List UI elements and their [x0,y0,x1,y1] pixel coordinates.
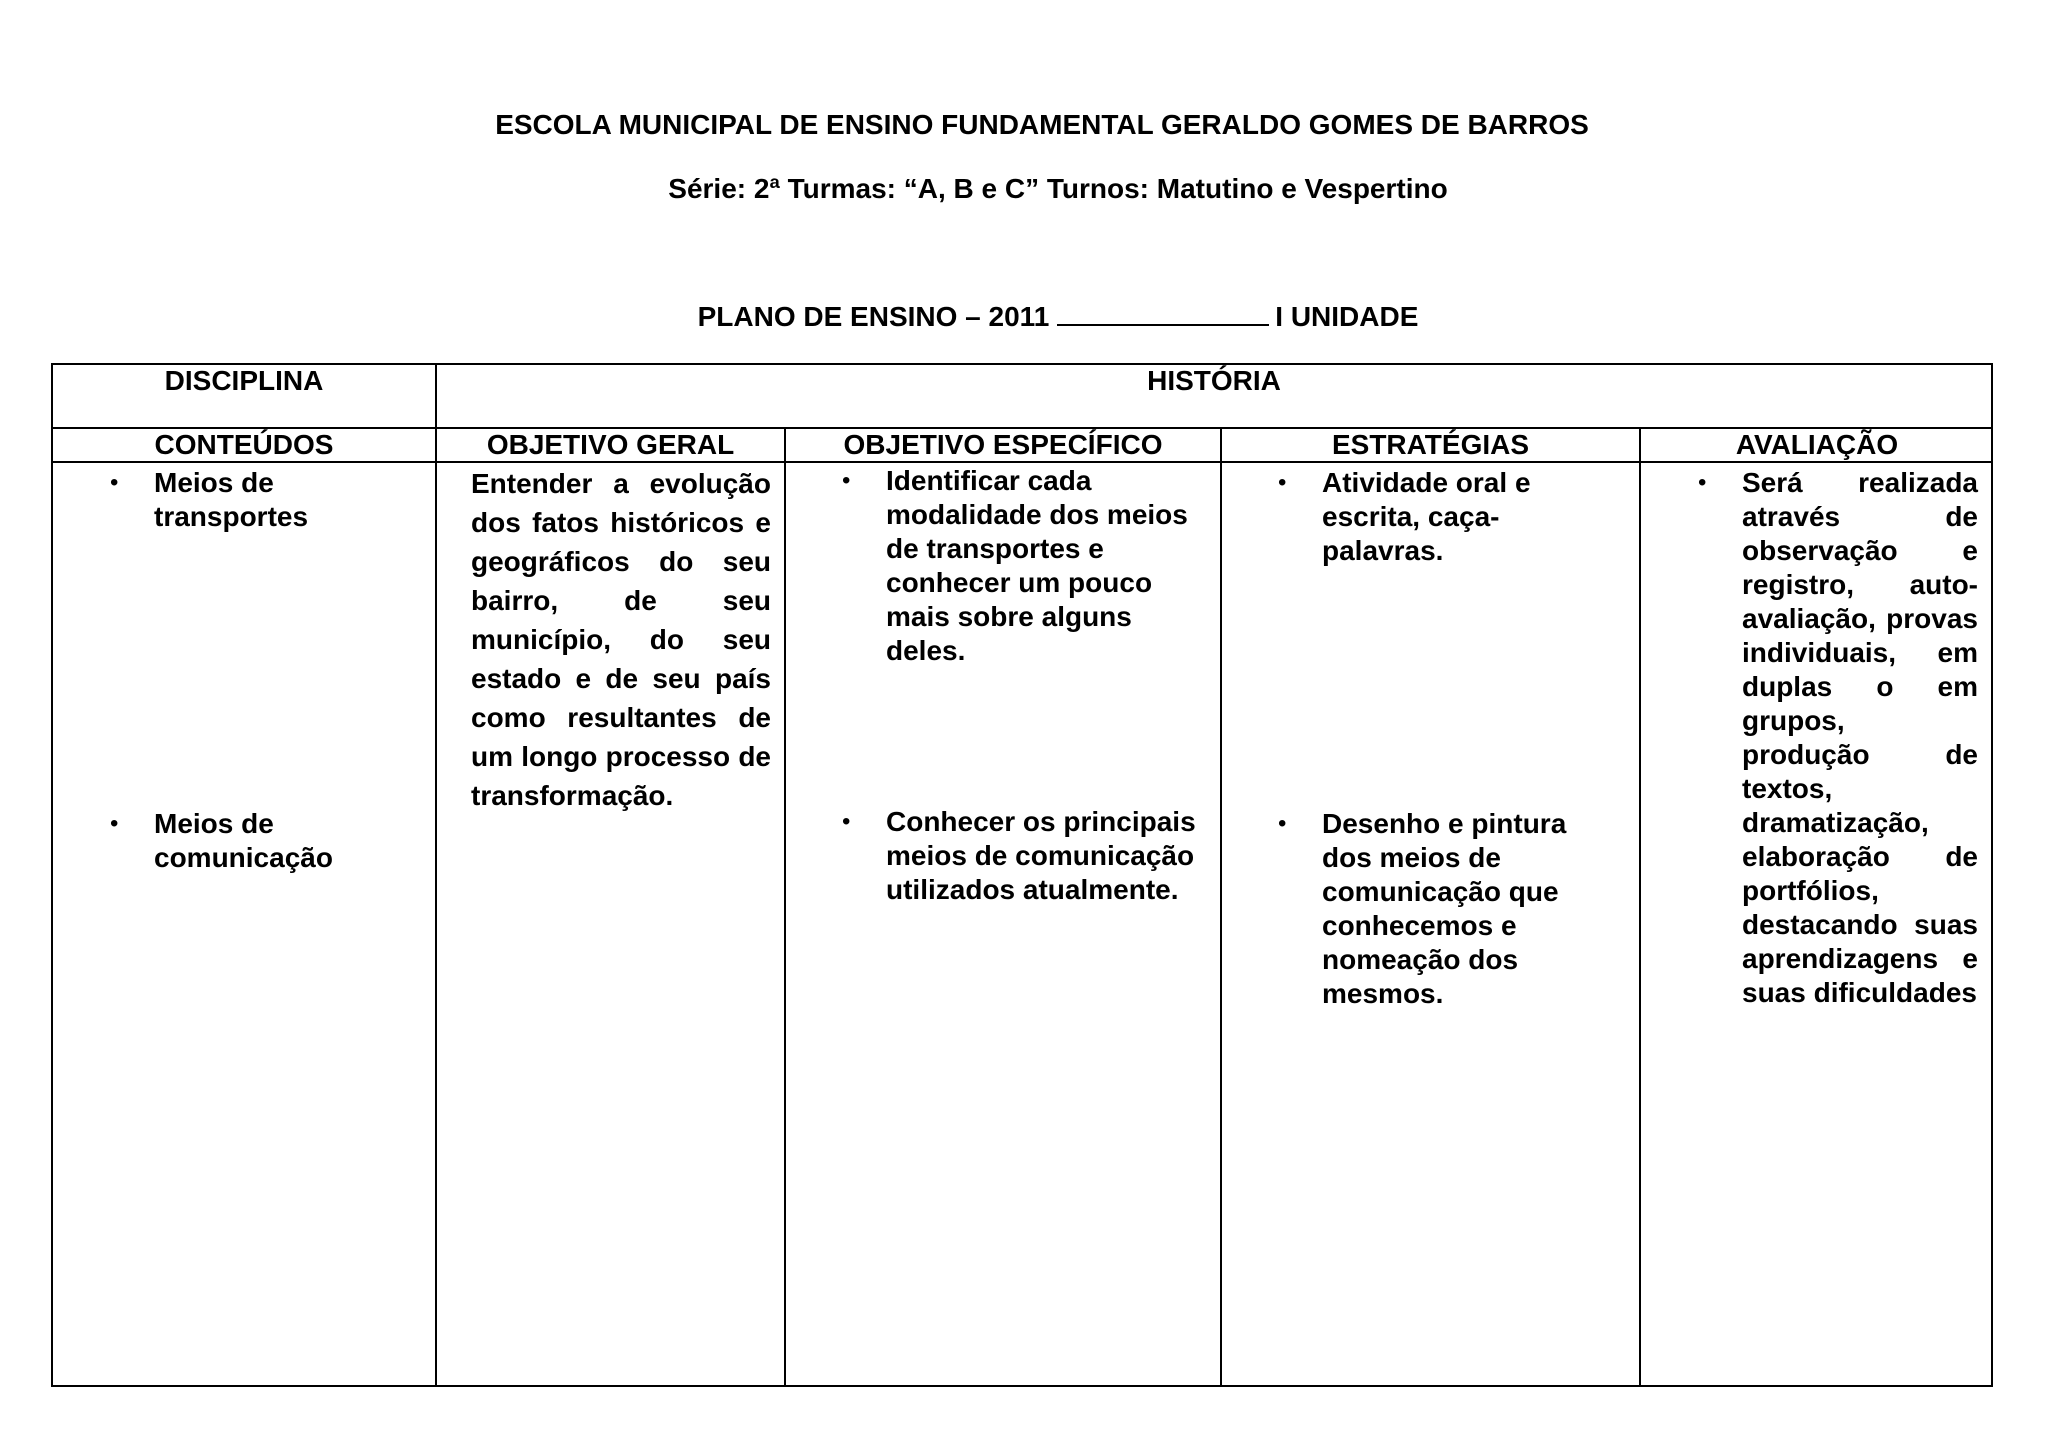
col-divider-4 [1639,427,1641,1387]
column-header-avaliacao: AVALIAÇÃO [1735,429,1899,460]
bullet-icon: • [110,810,119,837]
column-header-objetivo-especifico: OBJETIVO ESPECÍFICO [843,429,1163,460]
avaliacao-text: Será realizada através de observação e registro, auto-avaliação, provas individuais, em duplas o em grupos, produção de textos, dramatização, elaboração de portfólios, destacando suas aprendizagens e suas dificuldades [1742,467,1978,1008]
bullet-icon: • [1698,469,1707,496]
discipline-label: DISCIPLINA [164,365,324,396]
bullet-icon: • [1278,810,1287,837]
objetivo-especifico-text: Identificar cada modalidade dos meios de transportes e conhecer um pouco mais sobre alguns deles. [886,465,1188,666]
unit-label: I UNIDADE [1275,301,1419,332]
column-header-conteudos: CONTEÚDOS [154,429,334,460]
plan-line [34,300,2048,334]
bullet-icon: • [110,469,119,496]
bullet-icon: • [1278,469,1287,496]
bullet-icon: • [842,808,851,835]
conteudo-text: Meios de comunicação [154,808,333,873]
objetivo-geral-text: Entender a evolução dos fatos históricos e geográficos do seu bairro, de seu município, do seu estado e de seu país como resultantes de um longo processo de transformação. [471,468,771,811]
col-divider-1 [435,363,437,1387]
col-divider-2 [784,427,786,1387]
plan-title: PLANO DE ENSINO – 2011 [697,301,1050,332]
col-divider-3 [1220,427,1222,1387]
fill-blank [1057,300,1269,326]
bullet-icon: • [842,467,851,494]
estrategia-text: Atividade oral e escrita, caça-palavras. [1322,467,1531,566]
column-header-estrategias: ESTRATÉGIAS [1331,429,1530,460]
serie-line: Série: 2ª Turmas: “A, B e C” Turnos: Matutino e Vespertino [668,173,1448,204]
estrategia-text: Desenho e pintura dos meios de comunicação que conhecemos e nomeação dos mesmos. [1322,808,1567,1009]
objetivo-especifico-text: Conhecer os principais meios de comunicação utilizados atualmente. [886,806,1196,905]
column-header-objetivo-geral: OBJETIVO GERAL [486,429,735,460]
school-title: ESCOLA MUNICIPAL DE ENSINO FUNDAMENTAL GERALDO GOMES DE BARROS [495,109,1589,140]
conteudo-text: Meios de transportes [154,467,309,532]
discipline-value: HISTÓRIA [1147,365,1281,396]
